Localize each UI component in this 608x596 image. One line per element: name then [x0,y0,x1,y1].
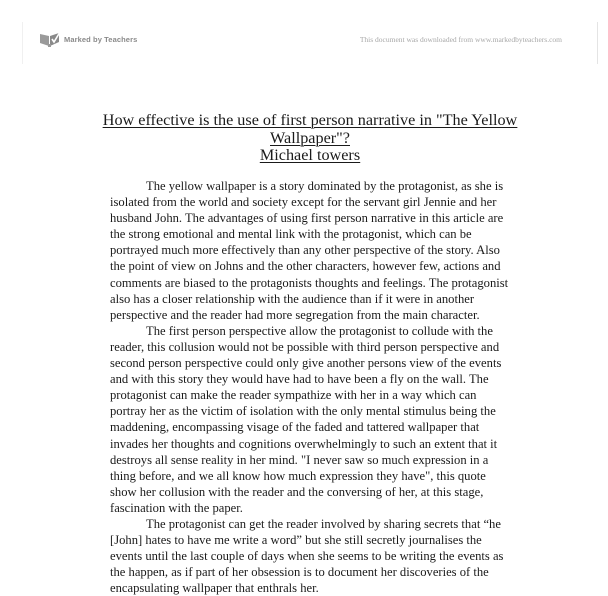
marked-by-teachers-logo[interactable] [39,31,137,47]
body-paragraph: The yellow wallpaper is a story dominated by the protagonist, as she is isolated from the world and society except for the servant girl Jennie and her husband John. The advantages of using first person narrative in this article are the strong emotional and mental link with the protagonist, which can be portrayed much more effectively than any other perspective of the story. Also the point of view on Johns and the other characters, however few, actions and comments are biased to the protagonists thoughts and feelings. The protagonist also has a closer relationship with the audience than if it were in another perspective and the reader had more segregation from the main character. [110,179,509,322]
document-title-block [100,112,520,165]
page-header [22,22,598,64]
download-source-note: This document was downloaded from www.markedbyteachers.com [359,35,562,44]
document-author: Michael towers [259,146,361,164]
body-paragraph: The first person perspective allow the protagonist to collude with the reader, this collusion would not be possible with third person perspective and second person perspective could only give another persons view of the events and with this story they would have had to have been a fly on the wall. The protagonist can make the reader sympathize with her in a way which can portray her as the victim of isolation with the only mental stimulus being the maddening, encompassing visage of the faded and tattered wallpaper that invades her thoughts and cognitions overwhelmingly to such an extent that it destroys all sense reality in her mind. "I never saw so much expression in a thing before, and we all know how much expression they have", this quote show her collusion with the reader and the conversing of her, at this stage, fascination with the paper. [110,323,502,515]
body-paragraph: The protagonist can get the reader involved by sharing secrets that “he [John] hates to have me write a word” but she still secretly journalises the events until the last couple of days when she seems to be writing the events as the happen, as if part of her obsession is to document her discoveries of the encapsulating wallpaper that enthrals her. [110,516,504,596]
logo-text: Marked by Teachers [64,34,138,44]
open-book-check-icon [39,31,61,47]
document-title-line-2: Wallpaper"? [270,128,350,147]
document-body [110,178,515,596]
document-title-line-1: How effective is the use of first person narrative in "The Yellow [102,111,518,129]
